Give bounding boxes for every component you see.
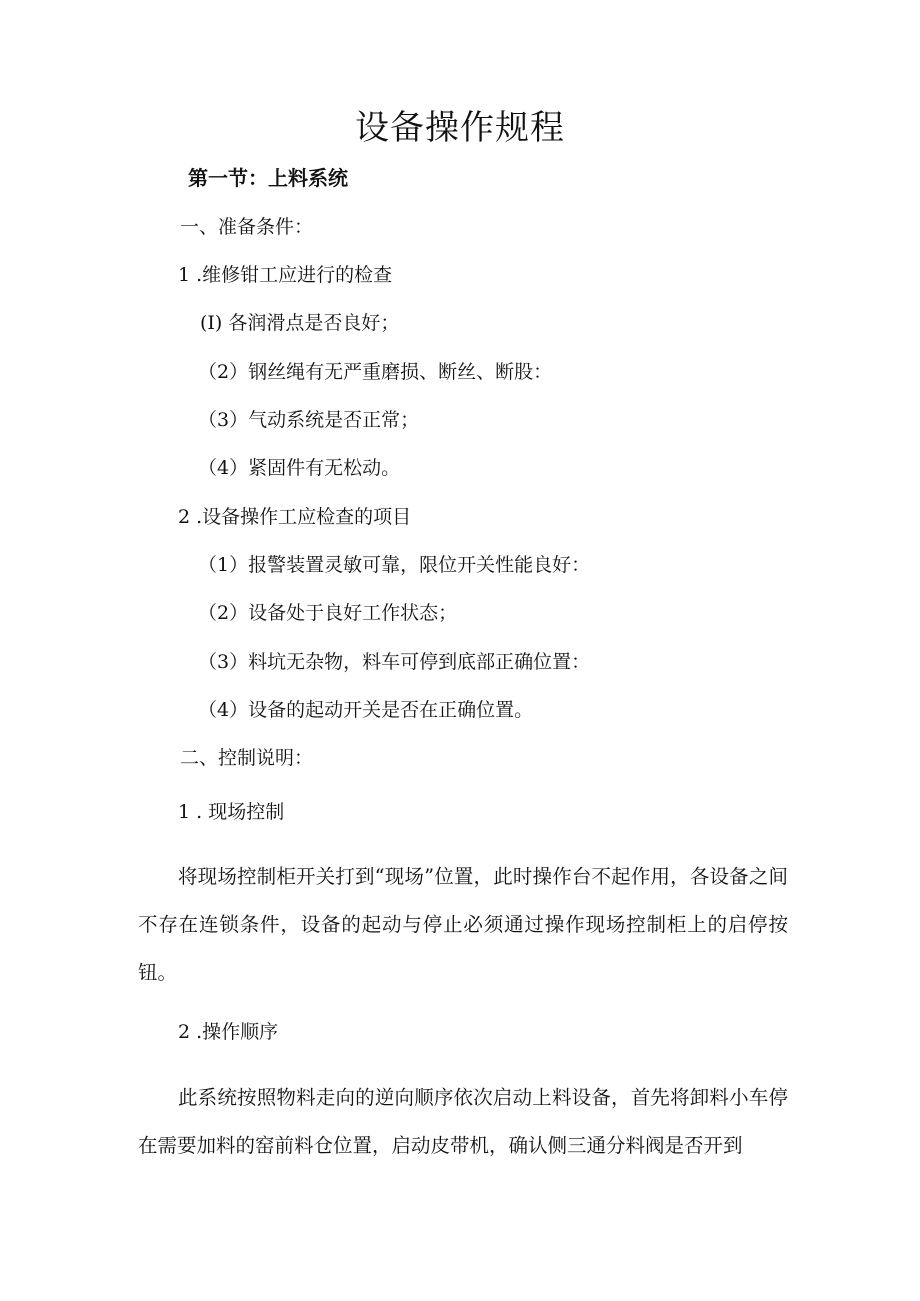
part-two-item2-label: 2 .操作顺序 <box>178 1021 279 1043</box>
part-one-item1-sub-3: （3）气动系统是否正常； <box>198 409 420 431</box>
part-one-item2-sub-3: （3）料坑无杂物，料车可停到底部正确位置： <box>198 651 591 673</box>
part-two-item1-paragraph: 将现场控制柜开关打到“现场”位置，此时操作台不起作用，各设备之间不存在连锁条件，设备的起动与停止必须通过操作现场控制柜上的启停按钮。 <box>138 865 788 984</box>
part-one-heading: 一、准备条件： <box>180 216 314 238</box>
part-two-item2-paragraph: 此系统按照物料走向的逆向顺序依次启动上料设备，首先将卸料小车停在需要加料的窑前料仓位置，启动皮带机，确认侧三通分料阀是否开到 <box>138 1086 788 1157</box>
part-one-item2-label: 2 .设备操作工应检查的项目 <box>178 506 412 528</box>
part-one-item1-sub-1: (I) 各润滑点是否良好； <box>200 312 400 334</box>
part-two-item1-label: 1 . 现场控制 <box>178 801 285 823</box>
part-one-item1-sub-2: （2）钢丝绳有无严重磨损、断丝、断股： <box>198 361 553 383</box>
part-one-item2-sub-1: （1）报警装置灵敏可靠，限位开关性能良好： <box>198 554 591 576</box>
part-one-item1-label: 1 .维修钳工应进行的检查 <box>178 264 393 286</box>
part-one-item2-sub-4: （4）设备的起动开关是否在正确位置。 <box>198 699 534 721</box>
part-one-item1-sub-4: （4）紧固件有无松动。 <box>198 457 401 479</box>
document-title: 设备操作规程 <box>355 108 565 148</box>
part-one-item2-sub-2: （2）设备处于良好工作状态； <box>198 602 458 624</box>
part-two-heading: 二、控制说明： <box>180 747 314 769</box>
section-heading: 第一节：上料系统 <box>188 166 348 190</box>
